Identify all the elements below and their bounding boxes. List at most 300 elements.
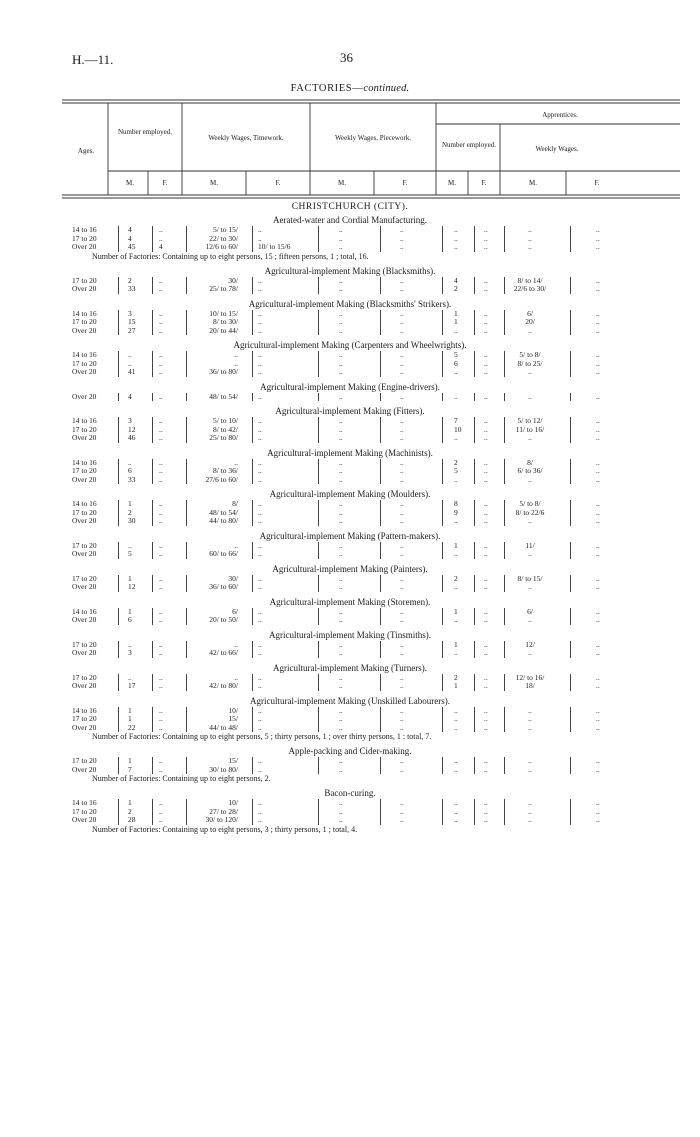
- cell-m-employed: ..: [128, 540, 132, 550]
- column-rule: [252, 757, 253, 774]
- table-row: [0, 500, 700, 509]
- cell-m-appr-wages: ..: [528, 764, 532, 774]
- column-rule: [442, 608, 443, 625]
- cell-f-appr-wages: ..: [596, 242, 600, 251]
- cell-f-piecework: ..: [400, 457, 404, 467]
- cell-age: 17 to 20: [72, 573, 97, 583]
- cell-f-appr-wages: ..: [596, 582, 600, 591]
- cell-f-appr-wages: ..: [596, 350, 600, 359]
- cell-m-appr-wages: 12/: [525, 639, 535, 649]
- column-rule: [186, 757, 187, 774]
- table-row: [0, 649, 700, 658]
- column-rule: [570, 575, 571, 592]
- cell-m-employed: ..: [128, 350, 132, 359]
- cell-f-timework: ..: [258, 648, 262, 657]
- cell-f-appr-wages: ..: [596, 275, 600, 285]
- cell-m-timework: 8/ to 36/: [212, 466, 238, 475]
- column-rule: [504, 608, 505, 625]
- column-rule: [442, 641, 443, 658]
- cell-m-appr-wages: ..: [528, 714, 532, 723]
- column-rule: [570, 542, 571, 559]
- cell-age: 17 to 20: [72, 806, 97, 816]
- table-row: [0, 368, 700, 377]
- cell-f-appr-wages: ..: [596, 474, 600, 484]
- sub-m-employed: M.: [126, 179, 134, 187]
- cell-f-employed: ..: [159, 764, 163, 774]
- cell-f-timework: ..: [258, 806, 262, 816]
- cell-m-employed: 33: [128, 284, 136, 293]
- column-rule: [474, 226, 475, 252]
- cell-f-employed: 4: [159, 242, 163, 251]
- cell-age: 17 to 20: [72, 424, 97, 434]
- table-row: [0, 724, 700, 733]
- cell-m-appr-employed: ..: [454, 756, 458, 765]
- column-rule: [252, 417, 253, 443]
- column-rule: [504, 542, 505, 559]
- cell-m-appr-employed: ..: [454, 233, 458, 243]
- cell-m-appr-wages: ..: [528, 722, 532, 732]
- column-rule: [380, 757, 381, 774]
- cell-m-employed: 3: [128, 416, 132, 425]
- column-rule: [252, 608, 253, 625]
- cell-m-appr-employed: ..: [454, 815, 458, 824]
- column-rule: [380, 641, 381, 658]
- trade-section: [0, 530, 700, 563]
- cell-age: Over 20: [72, 433, 97, 442]
- cell-f-appr-wages: ..: [596, 233, 600, 243]
- sub-m-appr-employed: M.: [448, 179, 456, 187]
- cell-age: 17 to 20: [72, 358, 97, 368]
- column-rule: [186, 799, 187, 825]
- cell-f-piecework: ..: [400, 806, 404, 816]
- cell-f-appr-employed: ..: [484, 317, 488, 326]
- cell-m-piecework: ..: [339, 317, 343, 326]
- cell-age: Over 20: [72, 681, 97, 690]
- cell-m-appr-wages: 8/ to 14/: [517, 275, 543, 285]
- cell-f-employed: ..: [159, 815, 163, 824]
- cell-m-piecework: ..: [339, 367, 343, 376]
- cell-f-employed: ..: [159, 806, 163, 816]
- cell-m-piecework: ..: [339, 705, 343, 715]
- cell-m-appr-wages: 11/: [525, 540, 535, 550]
- cell-f-timework: ..: [258, 424, 262, 434]
- header-wages-timework: Weekly Wages, Timework.: [208, 134, 284, 142]
- cell-f-appr-employed: ..: [484, 549, 488, 558]
- cell-f-piecework: ..: [400, 672, 404, 682]
- table-row: [0, 799, 700, 808]
- column-rule: [252, 799, 253, 825]
- table-row: [0, 517, 700, 526]
- cell-m-timework: 20/ to 44/: [209, 325, 238, 335]
- trade-title: Agricultural-implement Making (Moulders).: [269, 489, 431, 499]
- cell-f-appr-employed: ..: [484, 714, 488, 723]
- column-rule: [380, 799, 381, 825]
- column-rule: [504, 277, 505, 294]
- cell-f-employed: ..: [159, 648, 163, 657]
- cell-f-appr-employed: ..: [484, 507, 488, 517]
- column-rule: [118, 277, 119, 294]
- cell-m-timework: 48/ to 54/: [209, 391, 238, 401]
- cell-m-appr-employed: ..: [454, 714, 458, 723]
- column-rule: [504, 799, 505, 825]
- cell-f-appr-employed: ..: [484, 233, 488, 243]
- city-heading: CHRISTCHURCH (CITY).: [291, 202, 409, 212]
- cell-f-appr-wages: ..: [596, 433, 600, 442]
- cell-m-appr-wages: 5/ to 8/: [519, 350, 541, 359]
- trade-title: Agricultural-implement Making (Fitters).: [275, 406, 425, 416]
- trade-section: [0, 695, 700, 746]
- cell-m-appr-wages: ..: [528, 798, 532, 807]
- cell-m-appr-employed: 2: [454, 284, 458, 293]
- cell-f-timework: ..: [258, 798, 262, 807]
- cell-m-employed: 7: [128, 764, 132, 774]
- sub-f-employed: F.: [162, 179, 168, 187]
- column-rule: [152, 310, 153, 336]
- cell-age: Over 20: [72, 549, 97, 558]
- cell-m-piecework: ..: [339, 756, 343, 765]
- table-row: [0, 707, 700, 716]
- column-rule: [504, 575, 505, 592]
- cell-m-timework: 60/ to 66/: [209, 549, 238, 558]
- cell-f-employed: ..: [159, 606, 163, 616]
- cell-m-appr-wages: ..: [528, 815, 532, 824]
- column-rule: [474, 459, 475, 485]
- trade-title: Agricultural-implement Making (Tinsmiths).: [269, 629, 431, 640]
- cell-f-appr-employed: ..: [484, 325, 488, 335]
- table-row: [0, 608, 700, 617]
- cell-f-appr-wages: ..: [596, 606, 600, 616]
- cell-m-appr-wages: ..: [528, 582, 532, 591]
- page-title-main: FACTORIES—: [290, 83, 364, 94]
- cell-age: 17 to 20: [72, 507, 97, 517]
- cell-f-appr-employed: ..: [484, 648, 488, 657]
- cell-m-appr-wages: 5/ to 12/: [517, 416, 543, 425]
- table-row: [0, 616, 700, 625]
- header-wages-piecework: Weekly Wages, Piecework.: [334, 134, 412, 142]
- table-row: [0, 674, 700, 683]
- cell-m-piecework: ..: [339, 672, 343, 682]
- cell-f-appr-wages: ..: [596, 639, 600, 649]
- table-row: [0, 360, 700, 369]
- cell-f-appr-wages: ..: [596, 507, 600, 517]
- column-rule: [474, 641, 475, 658]
- cell-m-appr-employed: ..: [454, 806, 458, 816]
- cell-m-appr-employed: 6: [454, 358, 458, 368]
- cell-f-timework: ..: [258, 639, 262, 649]
- cell-f-appr-employed: ..: [484, 540, 488, 550]
- table-row: [0, 808, 700, 817]
- cell-m-piecework: ..: [339, 358, 343, 368]
- table-row: [0, 434, 700, 443]
- cell-f-employed: ..: [159, 705, 163, 715]
- cell-m-timework: 8/ to 30/: [212, 317, 238, 326]
- cell-f-employed: ..: [159, 798, 163, 807]
- cell-f-employed: ..: [159, 672, 163, 682]
- cell-m-appr-wages: 8/: [527, 457, 533, 467]
- column-rule: [118, 707, 119, 733]
- cell-f-piecework: ..: [400, 466, 404, 475]
- cell-m-appr-employed: ..: [454, 615, 458, 624]
- cell-f-timework: ..: [258, 815, 262, 824]
- cell-f-appr-wages: ..: [596, 815, 600, 824]
- cell-f-employed: ..: [159, 639, 163, 649]
- cell-m-appr-wages: ..: [528, 433, 532, 442]
- cell-f-piecework: ..: [400, 573, 404, 583]
- column-rule: [118, 575, 119, 592]
- column-rule: [442, 393, 443, 402]
- cell-f-appr-wages: ..: [596, 225, 600, 234]
- cell-f-employed: ..: [159, 350, 163, 359]
- trade-rows: [0, 608, 700, 625]
- cell-f-appr-employed: ..: [484, 433, 488, 442]
- cell-m-timework: 44/ to 48/: [209, 722, 238, 732]
- cell-f-appr-wages: ..: [596, 714, 600, 723]
- column-rule: [318, 575, 319, 592]
- trade-rows: [0, 351, 700, 377]
- cell-f-piecework: ..: [400, 756, 404, 765]
- column-rule: [186, 500, 187, 526]
- cell-f-appr-wages: ..: [596, 358, 600, 368]
- column-rule: [186, 459, 187, 485]
- trade-rows: [0, 641, 700, 658]
- trade-rows: [0, 226, 700, 252]
- cell-m-employed: 28: [128, 815, 136, 824]
- cell-f-appr-employed: ..: [484, 573, 488, 583]
- trade-section: [0, 405, 700, 447]
- trade-section: [0, 381, 700, 406]
- cell-f-piecework: ..: [400, 722, 404, 732]
- column-rule: [570, 393, 571, 402]
- cell-m-appr-employed: ..: [454, 367, 458, 376]
- table-row: [0, 509, 700, 518]
- cell-f-appr-wages: ..: [596, 284, 600, 293]
- cell-f-employed: ..: [159, 681, 163, 690]
- column-rule: [118, 393, 119, 402]
- column-rule: [504, 674, 505, 691]
- cell-f-piecework: ..: [400, 317, 404, 326]
- column-rule: [186, 417, 187, 443]
- cell-m-timework: 8/: [232, 499, 238, 508]
- column-rule: [252, 641, 253, 658]
- cell-age: Over 20: [72, 391, 97, 401]
- cell-f-employed: ..: [159, 317, 163, 326]
- cell-m-appr-employed: 5: [454, 350, 458, 359]
- cell-f-employed: ..: [159, 499, 163, 508]
- cell-f-piecework: ..: [400, 325, 404, 335]
- column-rule: [152, 641, 153, 658]
- column-rule: [442, 757, 443, 774]
- cell-f-appr-wages: ..: [596, 424, 600, 434]
- cell-f-piecework: ..: [400, 358, 404, 368]
- column-rule: [570, 417, 571, 443]
- cell-m-timework: ..: [234, 672, 238, 682]
- table-row: [0, 318, 700, 327]
- column-rule: [318, 757, 319, 774]
- cell-f-appr-wages: ..: [596, 466, 600, 475]
- cell-age: Over 20: [72, 325, 97, 335]
- cell-m-employed: 1: [128, 705, 132, 715]
- column-rule: [380, 277, 381, 294]
- cell-f-timework: ..: [258, 367, 262, 376]
- cell-m-appr-wages: ..: [528, 367, 532, 376]
- column-rule: [186, 707, 187, 733]
- table-row: [0, 235, 700, 244]
- cell-f-timework: ..: [258, 350, 262, 359]
- cell-age: 14 to 16: [72, 308, 97, 318]
- column-rule: [380, 417, 381, 443]
- cell-f-appr-wages: ..: [596, 705, 600, 715]
- cell-m-timework: ..: [234, 358, 238, 368]
- cell-f-timework: ..: [258, 672, 262, 682]
- cell-m-timework: 27/ to 28/: [209, 806, 238, 816]
- cell-f-appr-employed: ..: [484, 457, 488, 467]
- cell-f-appr-employed: ..: [484, 350, 488, 359]
- table-row: [0, 243, 700, 252]
- trade-rows: [0, 459, 700, 485]
- column-rule: [318, 351, 319, 377]
- cell-age: 14 to 16: [72, 798, 97, 807]
- column-rule: [442, 707, 443, 733]
- cell-m-timework: 44/ to 80/: [209, 516, 238, 525]
- column-rule: [252, 226, 253, 252]
- cell-m-employed: 2: [128, 507, 132, 517]
- column-rule: [380, 310, 381, 336]
- column-rule: [152, 757, 153, 774]
- column-rule: [118, 542, 119, 559]
- column-rule: [318, 277, 319, 294]
- cell-f-timework: ..: [258, 756, 262, 765]
- cell-m-piecework: ..: [339, 639, 343, 649]
- cell-f-employed: ..: [159, 722, 163, 732]
- column-rule: [318, 459, 319, 485]
- cell-age: Over 20: [72, 367, 97, 376]
- column-rule: [252, 542, 253, 559]
- column-rule: [570, 799, 571, 825]
- cell-m-appr-employed: 5: [454, 466, 458, 475]
- cell-m-appr-wages: ..: [528, 806, 532, 816]
- trade-rows: [0, 707, 700, 733]
- cell-age: 14 to 16: [72, 499, 97, 508]
- cell-f-piecework: ..: [400, 367, 404, 376]
- cell-f-appr-employed: ..: [484, 466, 488, 475]
- cell-m-employed: 4: [128, 225, 132, 234]
- column-rule: [380, 226, 381, 252]
- cell-f-piecework: ..: [400, 391, 404, 401]
- cell-m-piecework: ..: [339, 225, 343, 234]
- cell-m-appr-employed: 1: [454, 540, 458, 550]
- column-rule: [504, 641, 505, 658]
- column-rule: [118, 608, 119, 625]
- cell-f-timework: ..: [258, 549, 262, 558]
- trade-title: Apple-packing and Cider-making.: [288, 746, 412, 756]
- cell-f-employed: ..: [159, 466, 163, 475]
- column-rule: [252, 277, 253, 294]
- cell-m-appr-wages: 11/ to 16/: [515, 424, 545, 434]
- trade-rows: [0, 417, 700, 443]
- trade-title: Agricultural-implement Making (Unskilled Labourers).: [250, 695, 450, 706]
- cell-f-timework: ..: [258, 681, 262, 690]
- cell-f-appr-employed: ..: [484, 499, 488, 508]
- cell-f-timework: 10/ to 15/6: [258, 242, 291, 251]
- column-rule: [118, 757, 119, 774]
- cell-f-employed: ..: [159, 284, 163, 293]
- column-rule: [570, 310, 571, 336]
- header-number-employed: Number employed.: [117, 128, 173, 136]
- cell-f-appr-employed: ..: [484, 815, 488, 824]
- cell-m-timework: ..: [234, 540, 238, 550]
- cell-f-timework: ..: [258, 615, 262, 624]
- cell-m-timework: 42/ to 66/: [209, 648, 238, 657]
- header-appr-weekly-wages: Weekly Wages.: [535, 145, 579, 153]
- column-rule: [474, 393, 475, 402]
- column-rule: [442, 674, 443, 691]
- cell-m-appr-employed: 2: [454, 573, 458, 583]
- cell-m-employed: 12: [128, 582, 136, 591]
- column-rule: [118, 310, 119, 336]
- column-rule: [152, 674, 153, 691]
- cell-m-appr-wages: 8/ to 15/: [517, 573, 543, 583]
- column-rule: [252, 575, 253, 592]
- cell-m-appr-employed: 1: [454, 308, 458, 318]
- cell-f-appr-employed: ..: [484, 606, 488, 616]
- cell-m-timework: ..: [234, 457, 238, 467]
- cell-f-timework: ..: [258, 606, 262, 616]
- cell-m-appr-employed: 1: [454, 681, 458, 690]
- cell-f-piecework: ..: [400, 416, 404, 425]
- cell-m-employed: 27: [128, 325, 136, 335]
- trade-title: Agricultural-implement Making (Machinists).: [267, 447, 433, 458]
- column-rule: [318, 674, 319, 691]
- cell-m-employed: 4: [128, 391, 132, 401]
- cell-m-piecework: ..: [339, 582, 343, 591]
- cell-m-timework: 15/: [228, 756, 238, 765]
- column-rule: [442, 799, 443, 825]
- cell-f-timework: ..: [258, 507, 262, 517]
- column-rule: [442, 542, 443, 559]
- cell-f-appr-wages: ..: [596, 391, 600, 401]
- table-row: [0, 583, 700, 592]
- cell-m-employed: 2: [128, 806, 132, 816]
- cell-m-appr-wages: ..: [528, 549, 532, 558]
- cell-f-appr-wages: ..: [596, 457, 600, 467]
- cell-m-piecework: ..: [339, 549, 343, 558]
- column-rule: [442, 500, 443, 526]
- cell-m-timework: 30/: [228, 573, 238, 583]
- cell-m-appr-wages: 22/6 to 30/: [513, 284, 547, 293]
- cell-f-appr-employed: ..: [484, 358, 488, 368]
- trade-rows: [0, 799, 700, 825]
- cell-m-employed: 6: [128, 615, 132, 624]
- cell-m-employed: 2: [128, 275, 132, 285]
- cell-m-appr-wages: 18/: [525, 681, 535, 690]
- cell-f-piecework: ..: [400, 225, 404, 234]
- column-rule: [504, 459, 505, 485]
- cell-f-timework: ..: [258, 764, 262, 774]
- cell-f-timework: ..: [258, 499, 262, 508]
- column-rule: [152, 500, 153, 526]
- column-rule: [152, 542, 153, 559]
- cell-m-appr-wages: ..: [528, 615, 532, 624]
- cell-f-timework: ..: [258, 582, 262, 591]
- cell-f-timework: ..: [258, 540, 262, 550]
- cell-m-appr-employed: ..: [454, 549, 458, 558]
- column-rule: [380, 393, 381, 402]
- column-rule: [474, 757, 475, 774]
- trade-section: [0, 596, 700, 629]
- column-rule: [380, 542, 381, 559]
- table-row: [0, 459, 700, 468]
- cell-f-piecework: ..: [400, 815, 404, 824]
